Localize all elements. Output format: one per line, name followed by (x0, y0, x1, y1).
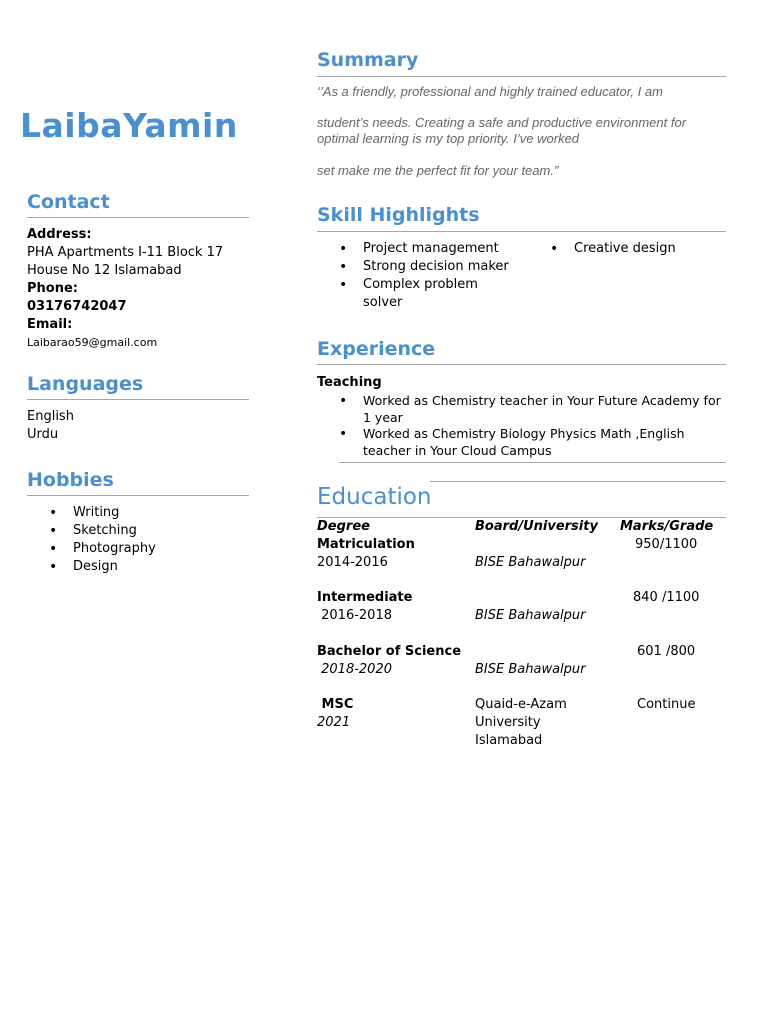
hobby-item: • Writing (49, 504, 156, 522)
email-label: Email: (27, 317, 73, 332)
address-label: Address: (27, 227, 92, 242)
experience-role: Teaching (317, 375, 382, 390)
languages-heading: Languages (27, 373, 144, 395)
experience-item: • Worked as Chemistry teacher in Your Future Academy for 1 year (339, 393, 727, 426)
edu-years: 2018-2020 (317, 662, 392, 677)
edu-years: 2021 (317, 715, 351, 730)
experience-heading: Experience (317, 338, 436, 360)
education-top-rule (430, 481, 726, 482)
experience-item: • Worked as Chemistry Biology Physics Math ,English teacher in Your Cloud Campus (339, 426, 727, 459)
hobbies-divider (27, 495, 249, 496)
edu-board: BISE Bahawalpur (475, 555, 586, 570)
edu-board (475, 696, 567, 750)
phone-number: 03176742047 (27, 299, 127, 314)
language-item: Urdu (27, 427, 59, 442)
summary-line-2: student’s needs. Creating a safe and productive environment for (317, 115, 687, 130)
summary-divider (317, 76, 726, 77)
skill-item: • Complex problem solver (339, 276, 483, 312)
candidate-name: LaibaYamin (20, 106, 238, 145)
edu-degree: Matriculation (317, 537, 415, 552)
experience-end-divider (339, 462, 726, 463)
edu-board-line: Islamabad (475, 733, 543, 748)
languages-divider (27, 399, 249, 400)
education-heading: Education (317, 484, 432, 510)
skills-divider (317, 231, 726, 232)
hobbies-list (49, 504, 156, 576)
edu-years: 2016-2018 (317, 608, 392, 623)
summary-heading: Summary (317, 49, 419, 71)
edu-degree: MSC (317, 697, 354, 712)
hobbies-heading: Hobbies (27, 469, 114, 491)
contact-divider (27, 217, 249, 218)
edu-degree: Bachelor of Science (317, 644, 462, 659)
summary-line-4: set make me the perfect fit for your team.” (317, 163, 559, 178)
skill-item: • Creative design (550, 240, 676, 258)
address-line-2: House No 12 Islamabad (27, 263, 182, 278)
address-line-1: PHA Apartments I-11 Block 17 (27, 245, 224, 260)
edu-board-line: Quaid-e-Azam (475, 697, 567, 712)
col-marks-header: Marks/Grade (620, 519, 714, 534)
experience-list (339, 393, 727, 459)
contact-details (27, 226, 267, 352)
col-board-header: Board/University (475, 519, 598, 534)
edu-board: BISE Bahawalpur (475, 608, 586, 623)
language-item: English (27, 409, 74, 424)
hobby-item: • Design (49, 558, 156, 576)
col-degree-header: Degree (317, 519, 370, 534)
languages-list (27, 408, 74, 444)
edu-marks: 601 /800 (637, 644, 696, 659)
skills-list-col2 (550, 240, 676, 258)
edu-marks: 950/1100 (635, 537, 698, 552)
experience-divider (317, 364, 726, 365)
edu-marks: Continue (637, 697, 696, 712)
edu-degree: Intermediate (317, 590, 413, 605)
email-address: Laibarao59@gmail.com (27, 336, 158, 349)
skills-heading: Skill Highlights (317, 204, 480, 226)
hobby-item: • Photography (49, 540, 156, 558)
edu-board-line: University (475, 715, 541, 730)
summary-line-3: optimal learning is my top priority. I’ve worked (317, 131, 580, 146)
skill-item: • Project management (339, 240, 509, 258)
hobby-item: • Sketching (49, 522, 156, 540)
summary-line-1: ‘’As a friendly, professional and highly trained educator, I am (317, 84, 663, 99)
edu-marks: 840 /1100 (633, 590, 700, 605)
edu-board: BISE Bahawalpur (475, 662, 586, 677)
phone-label: Phone: (27, 281, 78, 296)
contact-heading: Contact (27, 191, 110, 213)
skills-list-col1 (339, 240, 509, 312)
skill-item: • Strong decision maker (339, 258, 509, 276)
edu-years: 2014-2016 (317, 555, 388, 570)
